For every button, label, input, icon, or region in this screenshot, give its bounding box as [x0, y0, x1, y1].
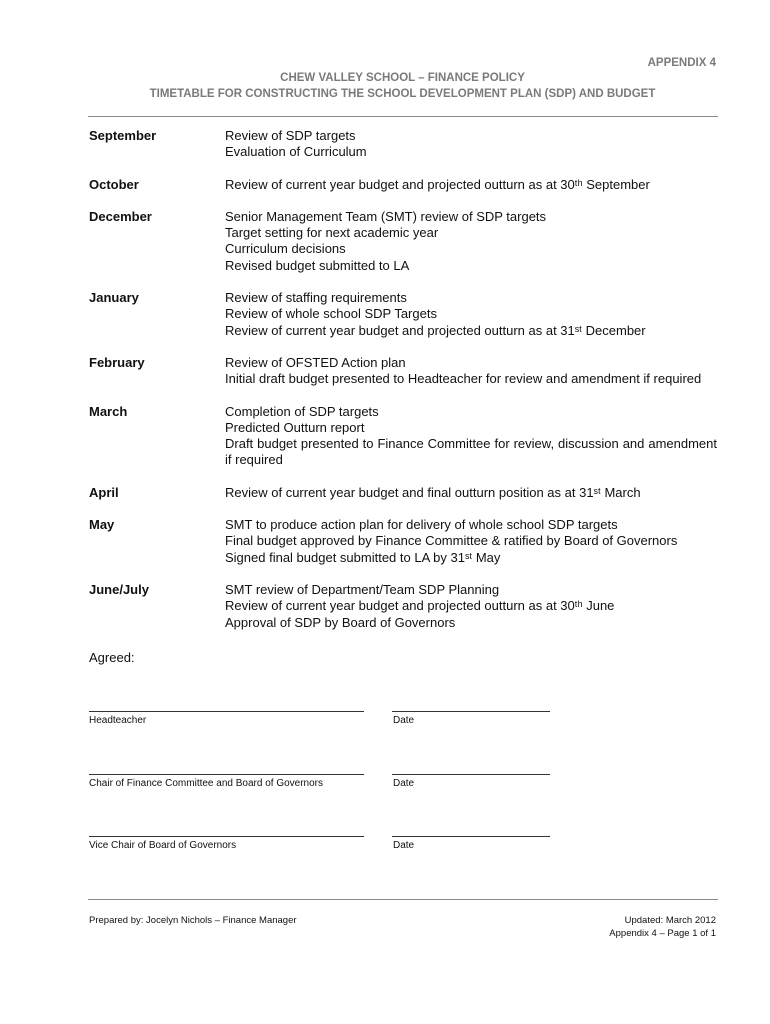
- appendix-label: APPENDIX 4: [647, 57, 716, 69]
- timetable-row: [89, 485, 717, 501]
- activity-item: Review of current year budget and final outturn position as at 31ˢᵗ March: [225, 484, 641, 500]
- vice-chair-signature-label: Vice Chair of Board of Governors: [89, 840, 237, 851]
- month-label: May: [89, 517, 115, 533]
- month-label: September: [89, 128, 157, 143]
- activity-item: Target setting for next academic year: [225, 225, 439, 241]
- activity-list: [225, 128, 717, 161]
- headteacher-signature-label: Headteacher: [89, 715, 147, 726]
- activity-list: [225, 177, 717, 193]
- activity-item: Final budget approved by Finance Committee & ratified by Board of Governors: [225, 533, 678, 549]
- updated-date: Updated: March 2012: [624, 915, 716, 926]
- activity-list: [225, 582, 717, 631]
- document-subtitle: TIMETABLE FOR CONSTRUCTING THE SCHOOL DEVELOPMENT PLAN (SDP) AND BUDGET: [149, 88, 656, 100]
- activity-item: Senior Management Team (SMT) review of SDP targets: [225, 208, 547, 224]
- chair-signature-label: Chair of Finance Committee and Board of Governors: [89, 778, 323, 789]
- timetable-row: [89, 177, 717, 193]
- headteacher-date-line: [392, 711, 550, 712]
- chair-date-label: Date: [393, 778, 415, 789]
- activity-item: Review of SDP targets: [225, 128, 356, 143]
- timetable-row: [89, 582, 717, 631]
- activity-item: Evaluation of Curriculum: [225, 144, 367, 160]
- activity-list: [225, 290, 717, 339]
- activity-item: Review of staffing requirements: [225, 290, 407, 306]
- month-label: April: [89, 484, 119, 500]
- activity-item: SMT to produce action plan for delivery of whole school SDP targets: [225, 517, 618, 533]
- page-number: Appendix 4 – Page 1 of 1: [609, 927, 716, 939]
- timetable-row: [89, 355, 717, 388]
- timetable-row: [89, 517, 717, 566]
- activity-item: Initial draft budget presented to Headteacher for review and amendment if required: [225, 371, 702, 387]
- activity-item: Draft budget presented to Finance Committee for review, discussion and amendment if required: [225, 436, 717, 468]
- activity-list: [225, 355, 717, 388]
- footer-meta: [609, 915, 716, 940]
- agreed-label: Agreed:: [89, 650, 135, 665]
- prepared-by: Prepared by: Jocelyn Nichols – Finance Manager: [89, 915, 297, 926]
- timetable-row: [89, 404, 717, 469]
- activity-list: [225, 517, 717, 566]
- footer-divider: [88, 899, 718, 900]
- month-label: January: [89, 290, 139, 306]
- month-label: March: [89, 403, 128, 419]
- activity-item: Revised budget submitted to LA: [225, 257, 410, 273]
- headteacher-date-label: Date: [393, 715, 415, 726]
- timetable-row: [89, 128, 717, 161]
- month-label: February: [89, 354, 145, 370]
- activity-item: Review of whole school SDP Targets: [225, 306, 437, 322]
- document-title: CHEW VALLEY SCHOOL – FINANCE POLICY: [280, 72, 525, 84]
- month-label: June/July: [89, 581, 149, 597]
- activity-item: SMT review of Department/Team SDP Planning: [225, 581, 500, 597]
- activity-item: Approval of SDP by Board of Governors: [225, 614, 456, 630]
- activity-list: [225, 209, 717, 274]
- activity-list: [225, 404, 717, 469]
- vice-chair-date-line: [392, 836, 550, 837]
- activity-item: Review of OFSTED Action plan: [225, 354, 406, 370]
- chair-signature-line: [89, 774, 364, 775]
- chair-date-line: [392, 774, 550, 775]
- month-label: December: [89, 208, 152, 224]
- activity-item: Curriculum decisions: [225, 241, 346, 257]
- vice-chair-date-label: Date: [393, 840, 415, 851]
- header-divider: [88, 116, 718, 117]
- headteacher-signature-line: [89, 711, 364, 712]
- activity-item: Review of current year budget and projected outturn as at 31ˢᵗ December: [225, 322, 646, 338]
- activity-item: Completion of SDP targets: [225, 403, 379, 419]
- month-label: October: [89, 176, 139, 192]
- activity-item: Signed final budget submitted to LA by 31ˢᵗ May: [225, 549, 501, 565]
- activity-item: Predicted Outturn report: [225, 419, 365, 435]
- timetable-row: [89, 209, 717, 274]
- vice-chair-signature-line: [89, 836, 364, 837]
- activity-item: Review of current year budget and projected outturn as at 30ᵗʰ September: [225, 176, 650, 192]
- activity-item: Review of current year budget and projected outturn as at 30ᵗʰ June: [225, 598, 615, 614]
- timetable-row: [89, 290, 717, 339]
- timetable: [89, 128, 717, 647]
- activity-list: [225, 485, 717, 501]
